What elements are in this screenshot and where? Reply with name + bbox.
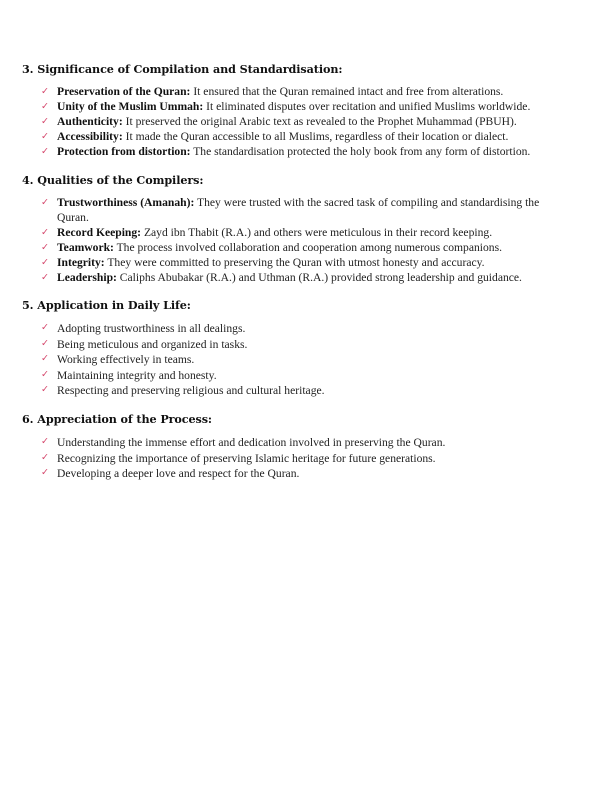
list-item-label: Protection from distortion: xyxy=(57,145,191,159)
list-item-label: Integrity: xyxy=(57,255,105,269)
check-icon: ✓ xyxy=(41,322,49,334)
check-icon: ✓ xyxy=(41,436,49,448)
list-item-text: They were committed to preserving the Quran with utmost honesty and accuracy. xyxy=(104,255,485,269)
list-item-text: The process involved collaboration and cooperation among numerous companions. xyxy=(113,240,502,254)
list-item xyxy=(22,145,570,160)
list-item-text: Being meticulous and organized in tasks. xyxy=(57,337,248,351)
document-section xyxy=(22,298,570,399)
list-item-text: Maintaining integrity and honesty. xyxy=(57,368,217,382)
sections-container xyxy=(22,62,570,482)
list-item-text: Working effectively in teams. xyxy=(57,353,195,367)
list-item xyxy=(22,368,570,384)
list-item-text: It ensured that the Quran remained intact and free from alterations. xyxy=(190,85,504,99)
list-item-text: Developing a deeper love and respect for the Quran. xyxy=(57,467,300,481)
section-heading: 6. Appreciation of the Process: xyxy=(22,412,212,426)
list-item-label: Unity of the Muslim Ummah: xyxy=(57,100,204,114)
bullet-list xyxy=(22,321,570,399)
check-icon: ✓ xyxy=(41,384,49,396)
check-icon: ✓ xyxy=(41,467,49,479)
list-item xyxy=(22,256,570,271)
bullet-list xyxy=(22,196,570,285)
section-heading: 3. Significance of Compilation and Standardisation: xyxy=(22,62,343,76)
check-icon: ✓ xyxy=(41,368,49,380)
list-item-text: The standardisation protected the holy book from any form of distortion. xyxy=(190,145,531,159)
list-item xyxy=(22,130,570,145)
check-icon: ✓ xyxy=(41,256,49,268)
bullet-list xyxy=(22,85,570,160)
list-item-text: Zayd ibn Thabit (R.A.) and others were meticulous in their record keeping. xyxy=(141,225,493,239)
check-icon: ✓ xyxy=(41,271,49,283)
list-item-label: Authenticity: xyxy=(57,115,123,129)
list-item xyxy=(22,352,570,368)
list-item-label: Teamwork: xyxy=(57,240,114,254)
check-icon: ✓ xyxy=(41,86,49,98)
list-item xyxy=(22,100,570,115)
check-icon: ✓ xyxy=(41,116,49,128)
list-item-text: They were trusted with the sacred task of compiling and standardising the Quran. xyxy=(57,195,540,224)
check-icon: ✓ xyxy=(41,451,49,463)
list-item-text: It eliminated disputes over recitation and unified Muslims worldwide. xyxy=(203,100,531,114)
check-icon: ✓ xyxy=(41,226,49,238)
document-section xyxy=(22,173,570,285)
section-heading: 4. Qualities of the Compilers: xyxy=(22,172,204,187)
list-item xyxy=(22,226,570,241)
check-icon: ✓ xyxy=(41,101,49,113)
document-section xyxy=(22,412,570,482)
list-item xyxy=(22,466,570,482)
list-item-label: Trustworthiness (Amanah): xyxy=(57,195,195,209)
list-item xyxy=(22,321,570,337)
list-item-label: Accessibility: xyxy=(57,130,123,144)
section-heading: 5. Application in Daily Life: xyxy=(22,298,191,313)
list-item xyxy=(22,435,570,451)
check-icon: ✓ xyxy=(41,353,49,365)
check-icon: ✓ xyxy=(41,337,49,349)
check-icon: ✓ xyxy=(41,196,49,208)
list-item xyxy=(22,115,570,130)
list-item-text: Recognizing the importance of preserving Islamic heritage for future generations. xyxy=(57,451,436,465)
list-item-text: It preserved the original Arabic text as revealed to the Prophet Muhammad (PBUH). xyxy=(122,115,517,129)
list-item xyxy=(22,85,570,100)
list-item-text: Understanding the immense effort and dedication involved in preserving the Quran. xyxy=(57,436,446,450)
list-item xyxy=(22,451,570,467)
check-icon: ✓ xyxy=(41,131,49,143)
list-item xyxy=(22,196,570,225)
check-icon: ✓ xyxy=(41,146,49,158)
list-item xyxy=(22,337,570,353)
list-item-label: Leadership: xyxy=(57,270,117,284)
check-icon: ✓ xyxy=(41,241,49,253)
list-item xyxy=(22,383,570,399)
list-item-text: It made the Quran accessible to all Muslims, regardless of their location or dialect. xyxy=(122,130,509,144)
document-section xyxy=(22,62,570,160)
list-item xyxy=(22,241,570,256)
bullet-list xyxy=(22,435,570,482)
list-item-label: Record Keeping: xyxy=(57,225,142,239)
list-item xyxy=(22,271,570,286)
list-item-text: Caliphs Abubakar (R.A.) and Uthman (R.A.) provided strong leadership and guidance. xyxy=(116,270,522,284)
list-item-label: Preservation of the Quran: xyxy=(57,85,191,99)
list-item-text: Adopting trustworthiness in all dealings. xyxy=(57,322,246,336)
list-item-text: Respecting and preserving religious and cultural heritage. xyxy=(57,384,325,398)
